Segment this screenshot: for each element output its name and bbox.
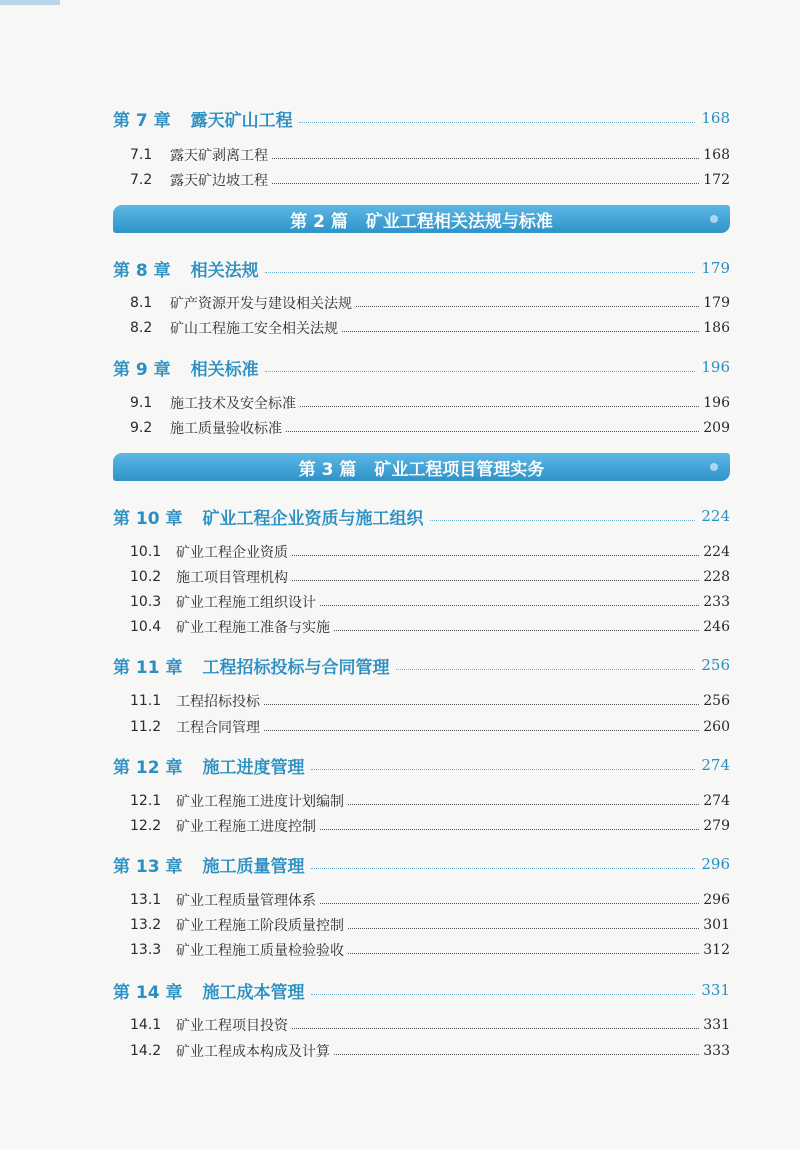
section-title: 施工项目管理机构	[176, 570, 288, 586]
chapter-entry[interactable]	[113, 978, 730, 1002]
section-number: 14.1	[130, 1017, 162, 1033]
section-entry[interactable]	[130, 939, 730, 961]
page-number: 301	[703, 917, 730, 933]
page-number: 256	[703, 693, 730, 709]
section-title: 矿产资源开发与建设相关法规	[170, 296, 352, 312]
chapter-number: 第 10 章	[113, 508, 183, 529]
page-number: 279	[703, 818, 730, 834]
dot-leader	[265, 371, 696, 372]
page-number: 196	[701, 358, 730, 376]
section-number: 8.2	[130, 320, 153, 336]
dot-leader	[311, 769, 696, 770]
chapter-title: 工程招标投标与合同管理	[202, 657, 390, 678]
chapter-title: 相关标准	[190, 359, 259, 380]
section-title: 矿业工程施工质量检验验收	[176, 943, 344, 959]
dot-leader	[320, 903, 699, 904]
page-number: 179	[701, 259, 730, 277]
dot-leader	[348, 804, 699, 805]
section-title: 露天矿剥离工程	[170, 148, 268, 164]
section-number: 10.4	[130, 619, 162, 635]
page-number: 333	[703, 1043, 730, 1059]
section-entry[interactable]	[130, 566, 730, 588]
dot-leader	[311, 994, 696, 995]
section-title: 矿业工程施工准备与实施	[176, 620, 330, 636]
page-number: 224	[701, 507, 730, 525]
chapter-entry[interactable]	[113, 504, 730, 528]
page-number: 331	[703, 1017, 730, 1033]
section-title: 工程招标投标	[176, 694, 260, 710]
section-title: 矿业工程施工进度计划编制	[176, 794, 344, 810]
section-entry[interactable]	[130, 1014, 730, 1036]
part-title: 矿业工程项目管理实务	[374, 459, 545, 480]
section-entry[interactable]	[130, 616, 730, 638]
page-number: 196	[703, 395, 730, 411]
section-number: 14.2	[130, 1043, 162, 1059]
dot-leader	[334, 1054, 699, 1055]
section-entry[interactable]	[130, 1040, 730, 1062]
section-title: 矿业工程项目投资	[176, 1018, 288, 1034]
page-number: 168	[703, 147, 730, 163]
section-number: 11.1	[130, 693, 162, 709]
page-number: 233	[703, 594, 730, 610]
dot-leader	[272, 183, 699, 184]
dot-leader	[300, 406, 699, 407]
section-entry[interactable]	[130, 417, 730, 439]
dot-leader	[396, 669, 696, 670]
part-number: 第 2 篇	[290, 211, 348, 232]
chapter-title: 施工成本管理	[202, 982, 305, 1003]
section-title: 施工技术及安全标准	[170, 396, 296, 412]
section-number: 11.2	[130, 719, 162, 735]
section-title: 露天矿边坡工程	[170, 173, 268, 189]
chapter-title: 相关法规	[190, 260, 259, 281]
section-number: 8.1	[130, 295, 153, 311]
page-number: 260	[703, 719, 730, 735]
section-entry[interactable]	[130, 690, 730, 712]
dot-leader	[348, 953, 699, 954]
dot-leader	[348, 928, 699, 929]
section-number: 7.2	[130, 172, 153, 188]
section-title: 矿业工程施工组织设计	[176, 595, 316, 611]
section-entry[interactable]	[130, 591, 730, 613]
dot-leader	[356, 306, 699, 307]
chapter-number: 第 12 章	[113, 757, 183, 778]
section-number: 7.1	[130, 147, 153, 163]
dot-leader	[342, 331, 699, 332]
page-number: 296	[703, 892, 730, 908]
section-number: 10.2	[130, 569, 162, 585]
dot-leader	[299, 122, 696, 123]
page-number: 172	[703, 172, 730, 188]
section-number: 10.1	[130, 544, 162, 560]
chapter-title: 矿业工程企业资质与施工组织	[202, 508, 424, 529]
part-banner	[113, 453, 730, 481]
section-entry[interactable]	[130, 169, 730, 191]
dot-leader	[265, 272, 696, 273]
dot-leader	[334, 630, 699, 631]
page-number: 179	[703, 295, 730, 311]
page-number: 274	[701, 756, 730, 774]
part-number: 第 3 篇	[298, 459, 357, 480]
section-title: 矿业工程成本构成及计算	[176, 1044, 330, 1060]
chapter-number: 第 14 章	[113, 982, 183, 1003]
page-number: 209	[703, 420, 730, 436]
chapter-number: 第 11 章	[113, 657, 183, 678]
section-number: 13.2	[130, 917, 162, 933]
section-entry[interactable]	[130, 914, 730, 936]
chapter-title: 施工进度管理	[202, 757, 305, 778]
section-entry[interactable]	[130, 292, 730, 314]
chapter-entry[interactable]	[113, 852, 730, 876]
page-number: 228	[703, 569, 730, 585]
chapter-number: 第 8 章	[113, 260, 171, 281]
section-number: 13.3	[130, 942, 162, 958]
page-number: 296	[701, 855, 730, 873]
dot-leader	[320, 829, 699, 830]
banner-dot-decoration	[710, 215, 718, 223]
chapter-entry[interactable]	[113, 106, 730, 130]
page-number: 256	[701, 656, 730, 674]
chapter-title: 露天矿山工程	[190, 110, 293, 131]
section-entry[interactable]	[130, 144, 730, 166]
section-title: 矿业工程企业资质	[176, 545, 288, 561]
section-title: 矿山工程施工安全相关法规	[170, 321, 338, 337]
section-title: 矿业工程质量管理体系	[176, 893, 316, 909]
section-entry[interactable]	[130, 790, 730, 812]
section-number: 13.1	[130, 892, 162, 908]
section-entry[interactable]	[130, 317, 730, 339]
section-entry[interactable]	[130, 716, 730, 738]
dot-leader	[264, 730, 699, 731]
section-title: 施工质量验收标准	[170, 421, 282, 437]
dot-leader	[292, 555, 699, 556]
part-banner	[113, 205, 730, 233]
chapter-entry[interactable]	[113, 753, 730, 777]
part-title: 矿业工程相关法规与标准	[365, 211, 553, 232]
dot-leader	[292, 580, 699, 581]
chapter-entry[interactable]	[113, 653, 730, 677]
section-number: 9.2	[130, 420, 153, 436]
section-title: 矿业工程施工进度控制	[176, 819, 316, 835]
page-number: 274	[703, 793, 730, 809]
section-number: 10.3	[130, 594, 162, 610]
dot-leader	[292, 1028, 699, 1029]
chapter-title: 施工质量管理	[202, 856, 305, 877]
section-title: 工程合同管理	[176, 720, 260, 736]
section-number: 12.1	[130, 793, 162, 809]
dot-leader	[430, 520, 696, 521]
chapter-entry[interactable]	[113, 256, 730, 280]
section-entry[interactable]	[130, 815, 730, 837]
dot-leader	[286, 431, 699, 432]
dot-leader	[311, 868, 696, 869]
banner-dot-decoration	[710, 463, 718, 471]
dot-leader	[320, 605, 699, 606]
section-title: 矿业工程施工阶段质量控制	[176, 918, 344, 934]
chapter-number: 第 7 章	[113, 110, 171, 131]
chapter-entry[interactable]	[113, 355, 730, 379]
section-number: 9.1	[130, 395, 153, 411]
chapter-number: 第 9 章	[113, 359, 171, 380]
section-entry[interactable]	[130, 392, 730, 414]
section-number: 12.2	[130, 818, 162, 834]
section-entry[interactable]	[130, 889, 730, 911]
page-number: 186	[703, 320, 730, 336]
page-number: 246	[703, 619, 730, 635]
chapter-number: 第 13 章	[113, 856, 183, 877]
page-number: 312	[703, 942, 730, 958]
section-entry[interactable]	[130, 541, 730, 563]
dot-leader	[272, 158, 699, 159]
page-number: 168	[701, 109, 730, 127]
page-number: 224	[703, 544, 730, 560]
page-number: 331	[701, 981, 730, 999]
dot-leader	[264, 704, 699, 705]
